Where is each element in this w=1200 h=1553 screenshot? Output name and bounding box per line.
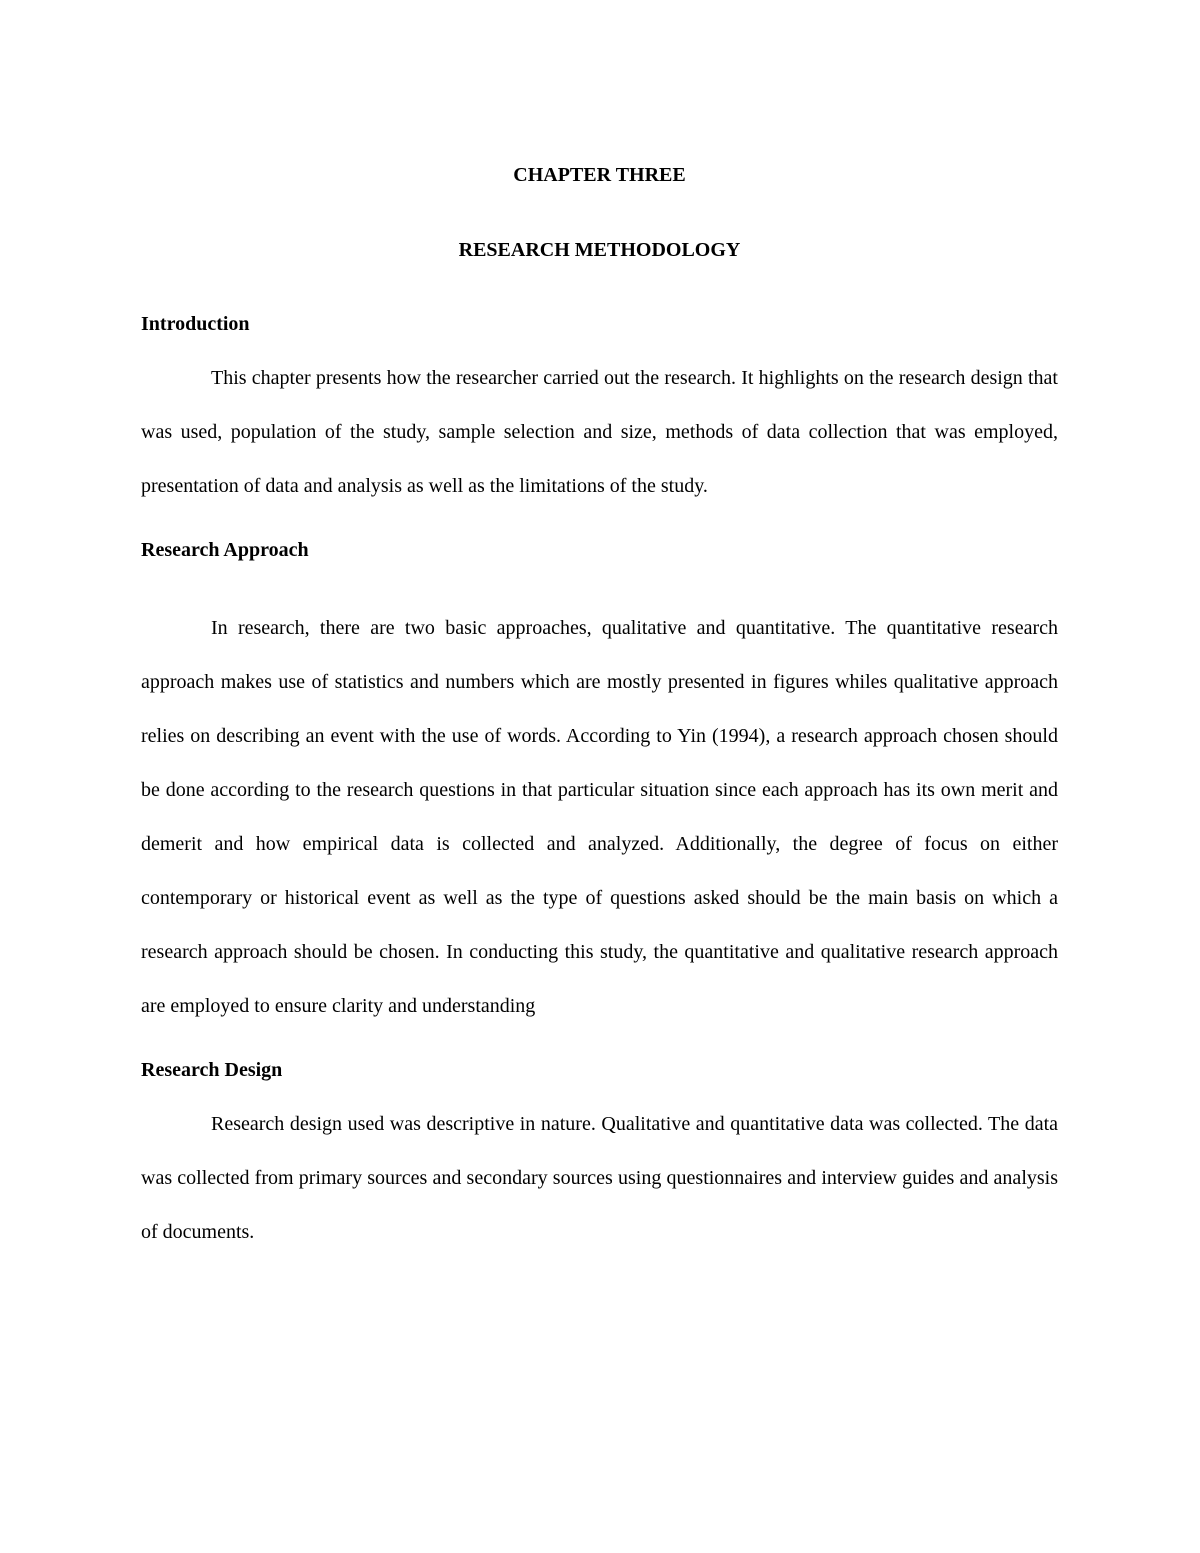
section-heading-research-approach: Research Approach (141, 539, 309, 561)
section-heading-research-design: Research Design (141, 1059, 283, 1081)
chapter-title: CHAPTER THREE (513, 164, 686, 186)
section-paragraph-research-approach: In research, there are two basic approaches, qualitative and quantitative. The quantitative research approach makes use of statistics and numbers which are mostly presented in figures whiles qualitative approach relies on describing an event with the use of words. According to Yin (1994), a research approach chosen should be done according to the research questions in that particular situation since each approach has its own merit and demerit and how empirical data is collected and analyzed. Additionally, the degree of focus on either contemporary or historical event as well as the type of questions asked should be the main basis on which a research approach should be chosen. In conducting this study, the quantitative and qualitative research approach are employed to ensure clarity and understanding (141, 617, 1058, 1017)
section-paragraph-introduction: This chapter presents how the researcher carried out the research. It highlights on the research design that was used, population of the study, sample selection and size, methods of data collection that was employed, presentation of data and analysis as well as the limitations of the study. (141, 367, 1058, 497)
document-body (141, 156, 1058, 1259)
section-heading-introduction: Introduction (141, 313, 250, 335)
chapter-subtitle: RESEARCH METHODOLOGY (458, 239, 741, 261)
section-paragraph-research-design: Research design used was descriptive in nature. Qualitative and quantitative data was collected. The data was collected from primary sources and secondary sources using questionnaires and interview guides and analysis of documents. (141, 1113, 1058, 1243)
